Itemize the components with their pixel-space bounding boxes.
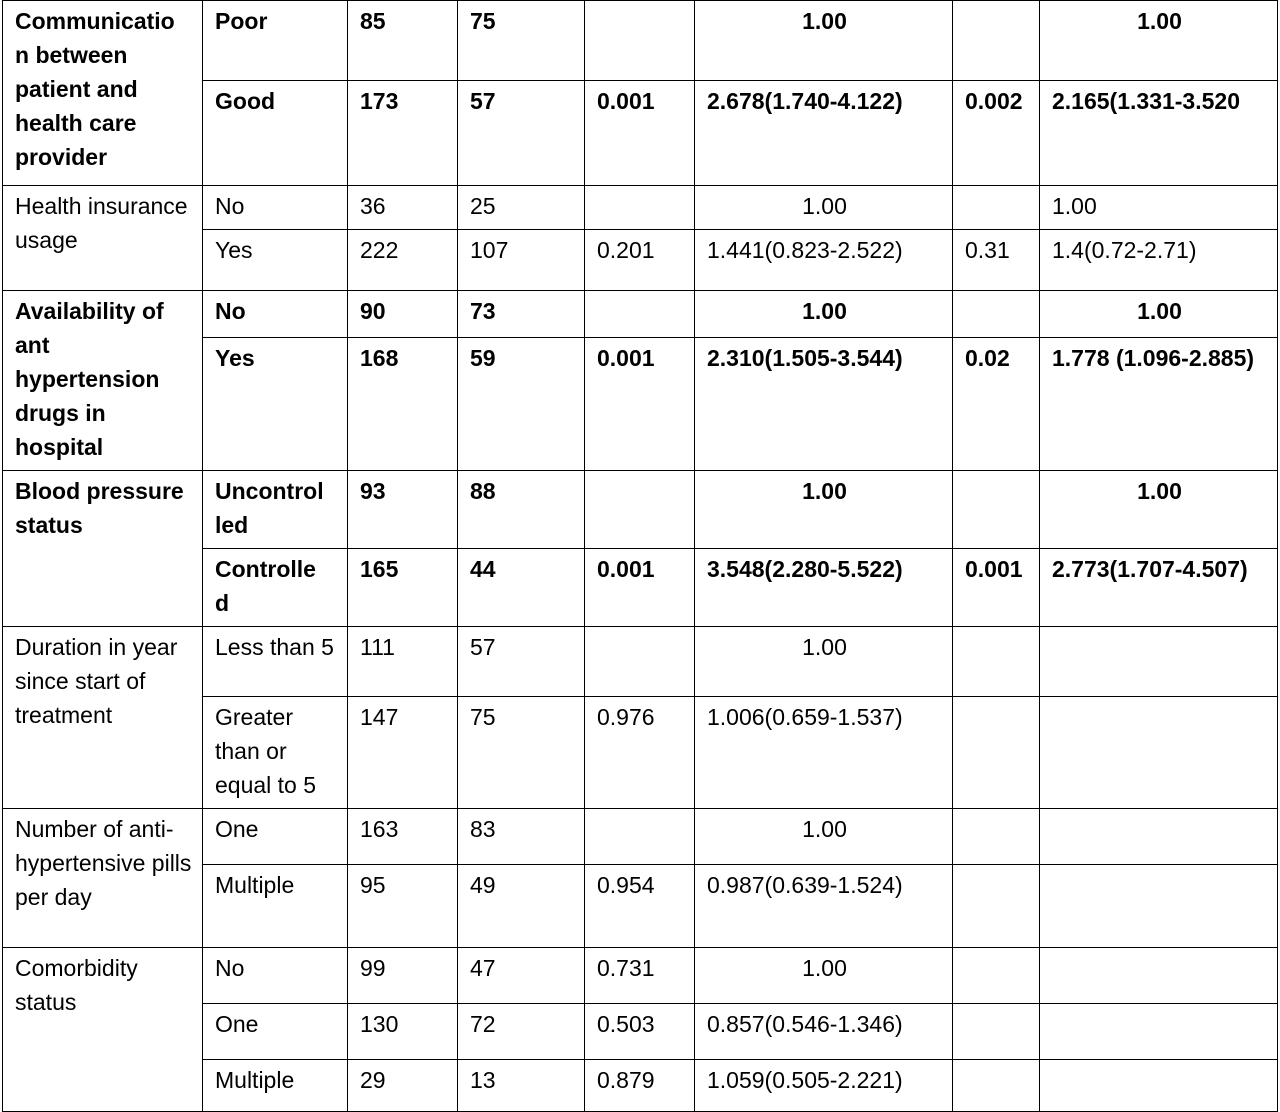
adjusted-p-cell: [953, 1060, 1040, 1112]
p-value-cell: [585, 627, 695, 697]
count-cell: 163: [348, 809, 458, 865]
category-line: d: [215, 590, 230, 616]
adjusted-p-cell: [953, 1, 1040, 81]
aor-cell: [1040, 948, 1278, 1004]
category-cell: Multiple: [203, 865, 348, 948]
p-value-cell: 0.503: [585, 1004, 695, 1060]
p-value-cell: 0.201: [585, 230, 695, 291]
table-row: [3, 948, 1278, 1004]
category-cell: Less than 5: [203, 627, 348, 697]
adjusted-p-cell: 0.02: [953, 338, 1040, 471]
count-cell: 57: [458, 627, 585, 697]
p-value-cell: [585, 186, 695, 230]
category-line: Uncontrol: [215, 478, 324, 504]
aor-cell: 1.00: [1040, 291, 1278, 338]
cor-cell: 2.310(1.505-3.544): [695, 338, 953, 471]
count-cell: 72: [458, 1004, 585, 1060]
count-cell: 173: [348, 81, 458, 186]
aor-cell: 1.4(0.72-2.71): [1040, 230, 1278, 291]
adjusted-p-cell: 0.31: [953, 230, 1040, 291]
aor-cell: [1040, 809, 1278, 865]
table-row: [3, 809, 1278, 865]
aor-cell: 1.00: [1040, 186, 1278, 230]
p-value-cell: [585, 471, 695, 549]
cor-cell: 1.00: [695, 809, 953, 865]
aor-cell: 2.773(1.707-4.507): [1040, 549, 1278, 627]
count-cell: 168: [348, 338, 458, 471]
aor-cell: 2.165(1.331-3.520: [1040, 81, 1278, 186]
adjusted-p-cell: [953, 471, 1040, 549]
count-cell: 75: [458, 1, 585, 81]
count-cell: 111: [348, 627, 458, 697]
count-cell: 85: [348, 1, 458, 81]
label-line: Communicatio: [15, 8, 175, 34]
adjusted-p-cell: [953, 697, 1040, 809]
aor-cell: [1040, 627, 1278, 697]
variable-label: Health insurance usage: [3, 186, 203, 291]
category-cell: One: [203, 1004, 348, 1060]
count-cell: 88: [458, 471, 585, 549]
cor-cell: 1.00: [695, 186, 953, 230]
p-value-cell: 0.954: [585, 865, 695, 948]
count-cell: 165: [348, 549, 458, 627]
adjusted-p-cell: [953, 1004, 1040, 1060]
category-cell: No: [203, 291, 348, 338]
cor-cell: 1.006(0.659-1.537): [695, 697, 953, 809]
cor-cell: 1.441(0.823-2.522): [695, 230, 953, 291]
variable-label: Availability of ant hypertension drugs in hospital: [3, 291, 203, 471]
adjusted-p-cell: [953, 186, 1040, 230]
p-value-cell: 0.001: [585, 338, 695, 471]
category-cell: [203, 471, 348, 549]
label-line: n between: [15, 42, 128, 68]
cor-cell: 3.548(2.280-5.522): [695, 549, 953, 627]
cor-cell: 1.00: [695, 1, 953, 81]
adjusted-p-cell: [953, 627, 1040, 697]
p-value-cell: [585, 1, 695, 81]
category-cell: Greater than or equal to 5: [203, 697, 348, 809]
category-cell: [203, 549, 348, 627]
count-cell: 57: [458, 81, 585, 186]
count-cell: 25: [458, 186, 585, 230]
variable-label: Duration in year since start of treatment: [3, 627, 203, 809]
adjusted-p-cell: [953, 291, 1040, 338]
count-cell: 73: [458, 291, 585, 338]
variable-label: Blood pressure status: [3, 471, 203, 627]
cor-cell: 1.00: [695, 471, 953, 549]
aor-cell: [1040, 865, 1278, 948]
p-value-cell: 0.879: [585, 1060, 695, 1112]
cor-cell: 1.059(0.505-2.221): [695, 1060, 953, 1112]
p-value-cell: 0.731: [585, 948, 695, 1004]
p-value-cell: [585, 291, 695, 338]
aor-cell: [1040, 1060, 1278, 1112]
category-line: led: [215, 512, 249, 538]
count-cell: 36: [348, 186, 458, 230]
cor-cell: 2.678(1.740-4.122): [695, 81, 953, 186]
table-row: [3, 1, 1278, 81]
category-cell: Good: [203, 81, 348, 186]
category-cell: No: [203, 948, 348, 1004]
count-cell: 222: [348, 230, 458, 291]
category-cell: Multiple: [203, 1060, 348, 1112]
table-row: [3, 186, 1278, 230]
count-cell: 49: [458, 865, 585, 948]
variable-label: Comorbidity status: [3, 948, 203, 1112]
category-cell: Yes: [203, 338, 348, 471]
count-cell: 13: [458, 1060, 585, 1112]
aor-cell: [1040, 1004, 1278, 1060]
category-cell: No: [203, 186, 348, 230]
count-cell: 29: [348, 1060, 458, 1112]
adjusted-p-cell: 0.002: [953, 81, 1040, 186]
aor-cell: 1.778 (1.096-2.885): [1040, 338, 1278, 471]
count-cell: 95: [348, 865, 458, 948]
aor-cell: 1.00: [1040, 471, 1278, 549]
table-row: [3, 471, 1278, 549]
label-line: provider: [15, 144, 108, 170]
count-cell: 44: [458, 549, 585, 627]
category-cell: Yes: [203, 230, 348, 291]
count-cell: 59: [458, 338, 585, 471]
table-row: [3, 627, 1278, 697]
category-line: Controlle: [215, 556, 316, 582]
count-cell: 47: [458, 948, 585, 1004]
table-row: [3, 291, 1278, 338]
aor-cell: [1040, 697, 1278, 809]
p-value-cell: 0.001: [585, 81, 695, 186]
aor-cell: 1.00: [1040, 1, 1278, 81]
adjusted-p-cell: 0.001: [953, 549, 1040, 627]
adjusted-p-cell: [953, 865, 1040, 948]
cor-cell: 0.987(0.639-1.524): [695, 865, 953, 948]
p-value-cell: 0.976: [585, 697, 695, 809]
adjusted-p-cell: [953, 809, 1040, 865]
count-cell: 147: [348, 697, 458, 809]
count-cell: 83: [458, 809, 585, 865]
cor-cell: 1.00: [695, 948, 953, 1004]
label-line: patient and: [15, 76, 138, 102]
cor-cell: 1.00: [695, 627, 953, 697]
category-cell: Poor: [203, 1, 348, 81]
p-value-cell: 0.001: [585, 549, 695, 627]
cor-cell: 0.857(0.546-1.346): [695, 1004, 953, 1060]
count-cell: 75: [458, 697, 585, 809]
variable-label: [3, 1, 203, 186]
count-cell: 107: [458, 230, 585, 291]
count-cell: 99: [348, 948, 458, 1004]
variable-label: Number of anti-hypertensive pills per day: [3, 809, 203, 948]
count-cell: 130: [348, 1004, 458, 1060]
results-table: [2, 0, 1278, 1112]
p-value-cell: [585, 809, 695, 865]
label-line: health care: [15, 110, 137, 136]
category-cell: One: [203, 809, 348, 865]
adjusted-p-cell: [953, 948, 1040, 1004]
count-cell: 93: [348, 471, 458, 549]
count-cell: 90: [348, 291, 458, 338]
cor-cell: 1.00: [695, 291, 953, 338]
